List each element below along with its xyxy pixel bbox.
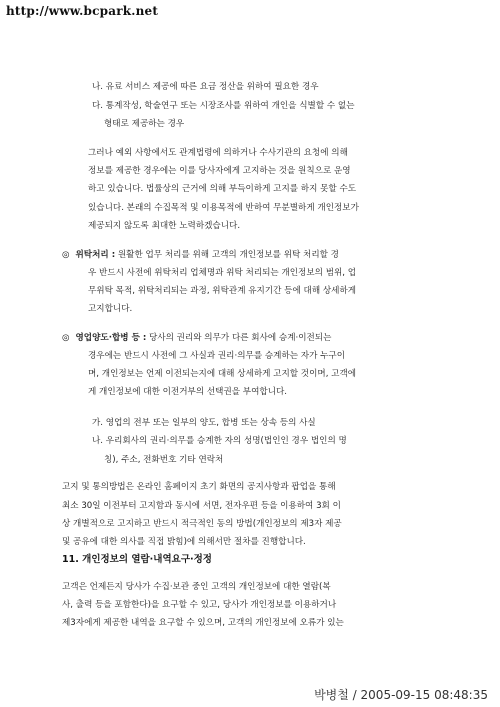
footer-signature: 박병철 / 2005-09-15 08:48:35 bbox=[314, 688, 488, 702]
paragraph-line: 고지합니다. bbox=[88, 304, 133, 314]
watermark-url: http://www.bcpark.net bbox=[6, 4, 159, 18]
list-item: 나. 유료 서비스 제공에 따른 요금 정산을 위하여 필요한 경우 bbox=[92, 82, 319, 92]
paragraph-line: 고지 및 통의방법은 온라인 홈페이지 초기 화면의 공지사항과 팝업을 통해 bbox=[62, 482, 336, 492]
paragraph-line: 있습니다. 본래의 수집목적 및 이용목적에 반하여 무분별하게 개인정보가 bbox=[88, 203, 359, 213]
paragraph-line: 우 반드시 사전에 위탁처리 업체명과 위탁 처리되는 개인정보의 범위, 업 bbox=[88, 268, 357, 278]
paragraph-line: 고객은 언제든지 당사가 수집·보관 중인 고객의 개인정보에 대한 열람(복 bbox=[62, 582, 331, 592]
paragraph-line: 상 개별적으로 고지하고 반드시 적극적인 동의 방법(개인정보의 제3자 제공 bbox=[62, 519, 342, 529]
section-title: 11. 개인정보의 열람·내역요구·정정 bbox=[62, 554, 212, 565]
bullet-text: 당사의 권리와 의무가 다른 회사에 승계·이전되는 bbox=[146, 333, 332, 343]
bullet-heading: 위탁처리 : bbox=[75, 250, 116, 260]
bullet-icon: ◎ bbox=[62, 333, 70, 343]
paragraph-line: 사, 출력 등을 포함한다)을 요구할 수 있고, 당사가 개인정보를 이용하거나 bbox=[62, 600, 337, 610]
paragraph-line: 최소 30일 이전부터 고지함과 동시에 서면, 전자우편 등을 이용하여 3회 이 bbox=[62, 501, 341, 511]
list-item: 형태로 제공하는 경우 bbox=[104, 119, 185, 129]
list-item: 가. 영업의 전부 또는 일부의 양도, 합병 또는 상속 등의 사실 bbox=[92, 418, 316, 428]
paragraph-line: 정보를 제공한 경우에는 이를 당사자에게 고지하는 것을 원칙으로 운영 bbox=[88, 166, 351, 176]
paragraph-line: 하고 있습니다. 법률상의 근거에 의해 부득이하게 고지를 하지 못할 수도 bbox=[88, 184, 357, 194]
bullet-icon: ◎ bbox=[62, 250, 70, 260]
paragraph-line: 그러나 예외 사항에서도 관계법령에 의하거나 수사기관의 요청에 의해 bbox=[88, 148, 348, 158]
paragraph-line: 제공되지 않도록 최대한 노력하겠습니다. bbox=[88, 221, 241, 231]
bullet-entrust bbox=[62, 250, 339, 261]
list-item: 칭), 주소, 전화번호 기타 연락처 bbox=[104, 455, 224, 465]
list-item: 나. 우리회사의 권리·의무를 승계한 자의 성명(법인인 경우 법인의 명 bbox=[92, 436, 347, 446]
paragraph-line: 며, 개인정보는 언제 이전되는지에 대해 상세하게 고지할 것이며, 고객에 bbox=[88, 369, 357, 379]
paragraph-line: 및 공유에 대한 의사를 직접 밝힘)에 의해서만 절차를 진행합니다. bbox=[62, 537, 306, 547]
bullet-transfer bbox=[62, 333, 331, 344]
paragraph-line: 제3자에게 제공한 내역을 요구할 수 있으며, 고객의 개인정보에 오류가 있는 bbox=[62, 618, 344, 628]
paragraph-line: 경우에는 반드시 사전에 그 사실과 권리·의무를 승계하는 자가 누구이 bbox=[88, 351, 346, 361]
bullet-heading: 영업양도·합병 등 : bbox=[75, 333, 147, 343]
paragraph-line: 게 개인정보에 대한 이전거부의 선택권을 부여합니다. bbox=[88, 387, 288, 397]
paragraph-line: 무위탁 목적, 위탁처리되는 과정, 위탁관계 유지기간 등에 대해 상세하게 bbox=[88, 286, 357, 296]
bullet-text: 원활한 업무 처리를 위해 고객의 개인정보를 위탁 처리할 경 bbox=[115, 250, 339, 260]
list-item: 다. 통계작성, 학술연구 또는 시장조사를 위하여 개인을 식별할 수 없는 bbox=[92, 101, 355, 111]
